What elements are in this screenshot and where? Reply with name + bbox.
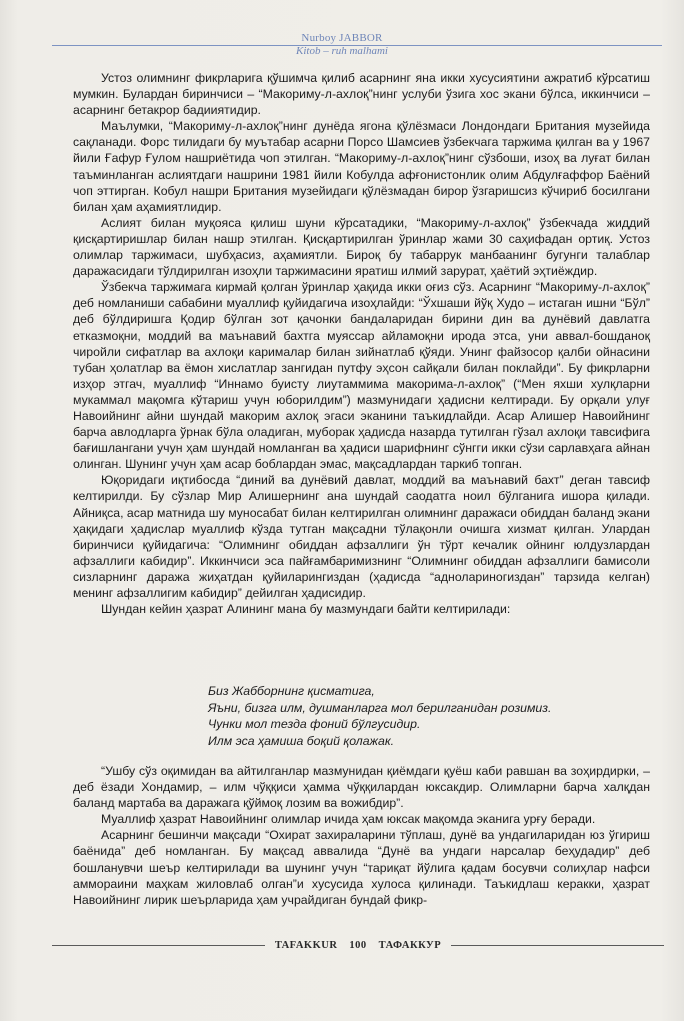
- footer-rule-right: [451, 945, 664, 946]
- paragraph: Асарнинг бешинчи мақсади “Охират захираларини тўплаш, дунё ва ундагиларидан юз ўгириш баёнида” деб номланган. Бу мақсад аввалида “Дунё ва ундаги нарсалар беҳудадир” деб бошланувчи шеър келтирилади ва шунинг учун “тариқат йўлига қадам босувчи солиҳлар нафси аммораини маҳкам жиловлаб олган”и хусусида хулоса қилинади. Таъкидлаш керакки, ҳазрат Навоийнинг лирик шеърларида ҳам учрайдиган бундай фикр-: [73, 828, 650, 907]
- body-text-continued: [73, 763, 650, 908]
- paragraph: Ўзбекча таржимага кирмай қолган ўринлар ҳақида икки оғиз сўз. Асарнинг “Макориму-л-ахлоқ” деб номланиши сабабини муаллиф қуйидагича изоҳлайди: “Ўхшаши йўқ Худо – истаган ишни “Бўл” деб бўлдиришга Қодир бўлган зот қачонки бандаларидан бирини дин ва дунёвий давлатга етказмоқни, моддий ва маънавий бахтга муяссар айламоқни ирода этса, уни аввал-бошданоқ чиройли сифатлар ва ахлоқи карималар билан зийнатлаб қўяди. Унинг файзосор қалби ойнасини тубан ҳолатлар ва ёмон хислатлар зангидан путфу эҳсон сайқали билан поклайди”. Бу фикрларни изҳор этгач, муаллиф “Иннамо буисту лиутаммима макорима-л-ахлоқ” (“Мен яхши хулқларни мукаммал мақомга кўтариш учун юборилдим”) мазмунидаги ҳадисни келтиради. Бу орқали улуғ Навоийнинг айни шундай макорим ахлоқ эгаси эканини таъкидлайди. Асар Алишер Навоийнинг барча авлодларга ўрнак бўла оладиган, муборак ҳадисда назарда тутилган гўзал ахлоқи тавсифига бағишлангани учун ҳам шундай номланган ва ҳадиси шарифнинг сўнгги икки сўзи сарлавҳага айнан олинган. Шунинг учун ҳам асар боблардан эмас, мақсадлардан таркиб топган.: [73, 280, 650, 472]
- header-author: Nurboy JABBOR: [301, 32, 383, 44]
- paragraph: Юқоридаги иқтибосда “диний ва дунёвий давлат, моддий ва маънавий бахт” деган тавсиф келтирилди. Бу сўзлар Мир Алишернинг ана шундай саодатга ноил бўлганига ишора қилади. Айниқса, асар матнида шу муносабат билан келтирилган олимнинг даражаси обиддан баланд экани ҳақидаги ҳадислар муаллиф кўзда тутган мақсадни тўлақонли очишга хизмат қилган. Улардан биринчиси қуйидагича: “Олимнинг обиддан афзаллиги ўн тўрт кечалик ойнинг юлдузлардан афзаллиги кабидир”. Иккинчиси эса пайғамбаримизнинг “Олимнинг обиддан афзаллиги бамисоли сизларнинг даража жиҳатдан қуйиларингиздан (ҳадисда “аднолариногиздан” тарзида келган) менинг афзаллигим кабидир” дейилган ҳадисидир.: [73, 473, 651, 600]
- poem-line: Чунки мол тезда фоний бўлгусидир.: [208, 717, 421, 731]
- footer-rule-left: [52, 945, 265, 946]
- paragraph: “Ушбу сўз оқимидан ва айтилганлар мазмунидан қиёмдаги қуёш каби равшан ва зоҳирдирки, – деб ёзади Хондамир, – илм чўққиси ҳамма чўққилардан юксакдир. Олимларни барча халқдан баланд мартаба ва даражага қўймоқ лозим ва вожибдир”.: [73, 764, 650, 811]
- header-subtitle: Kitob – ruh malhami: [296, 45, 388, 57]
- poem-line: Илм эса ҳамиша боқий қолажак.: [208, 733, 395, 748]
- footer-center: [265, 940, 451, 951]
- footer-label-latin: TAFAKKUR: [274, 939, 338, 951]
- paragraph: Аслият билан муқояса қилиш шуни кўрсатадики, “Макориму-л-ахлоқ” ўзбекчада жиддий қисқартиришлар билан нашр этилган. Қисқартирилган ўринлар жами 30 саҳифадан ортиқ. Устоз олимлар таржимаси, шубҳасиз, аҳамиятли. Бироқ бу табаррук манбаанинг бугунги талаблар даражасидаги тўлдирилган изоҳли таржимасини яратиш илмий зарурат, ҳаётий эҳтиёждир.: [73, 215, 650, 279]
- paragraph: Муаллиф ҳазрат Навоийнинг олимлар ичида ҳам юксак мақомда эканига урғу беради.: [101, 812, 596, 827]
- poem: [208, 683, 648, 749]
- poem-line: Яъни, бизга илм, душманларга мол берилганидан розимиз.: [208, 700, 552, 715]
- paragraph: Шундан кейин ҳазрат Алининг мана бу мазмундаги байти келтирилади:: [101, 602, 511, 617]
- paragraph: Маълумки, “Макориму-л-ахлоқ”нинг дунёда ягона қўлёзмаси Лондондаги Британия музейида сақланади. Форс тилидаги бу муътабар асарни Порсо Шамсиев ўзбекчага таржима қилган ва у 1967 йили Ғафур Ғулом нашриётида чоп этилган. “Макориму-л-ахлоқ”нинг сўзбоши, изоҳ ва луғат билан таъминланган аслиятдаги нашрини 1981 йили Кобулда афғонистонлик олим Абдулғаффор Баёний чоп эттирган. Кобул нашри Британия музейидаги қўлёзмадан бирор ўзгаришсиз кўчириб босилгани билан ҳам аҳамиятлидир.: [73, 119, 650, 214]
- footer: [52, 938, 664, 952]
- paragraph: Устоз олимнинг фикрларига қўшимча қилиб асарнинг яна икки хусусиятини ажратиб кўрсатиш мумкин. Булардан биринчиси – “Макориму-л-ахлоқ”нинг услуби ўзига хос экани бўлса, иккинчиси – асарнинг бетакрор бадииятидир.: [73, 71, 650, 118]
- body-text: [73, 70, 650, 617]
- footer-label-cyrillic: ТАФАККУР: [378, 939, 442, 951]
- page-number: 100: [349, 939, 367, 951]
- poem-line: Биз Жабборнинг қисматига,: [208, 684, 375, 698]
